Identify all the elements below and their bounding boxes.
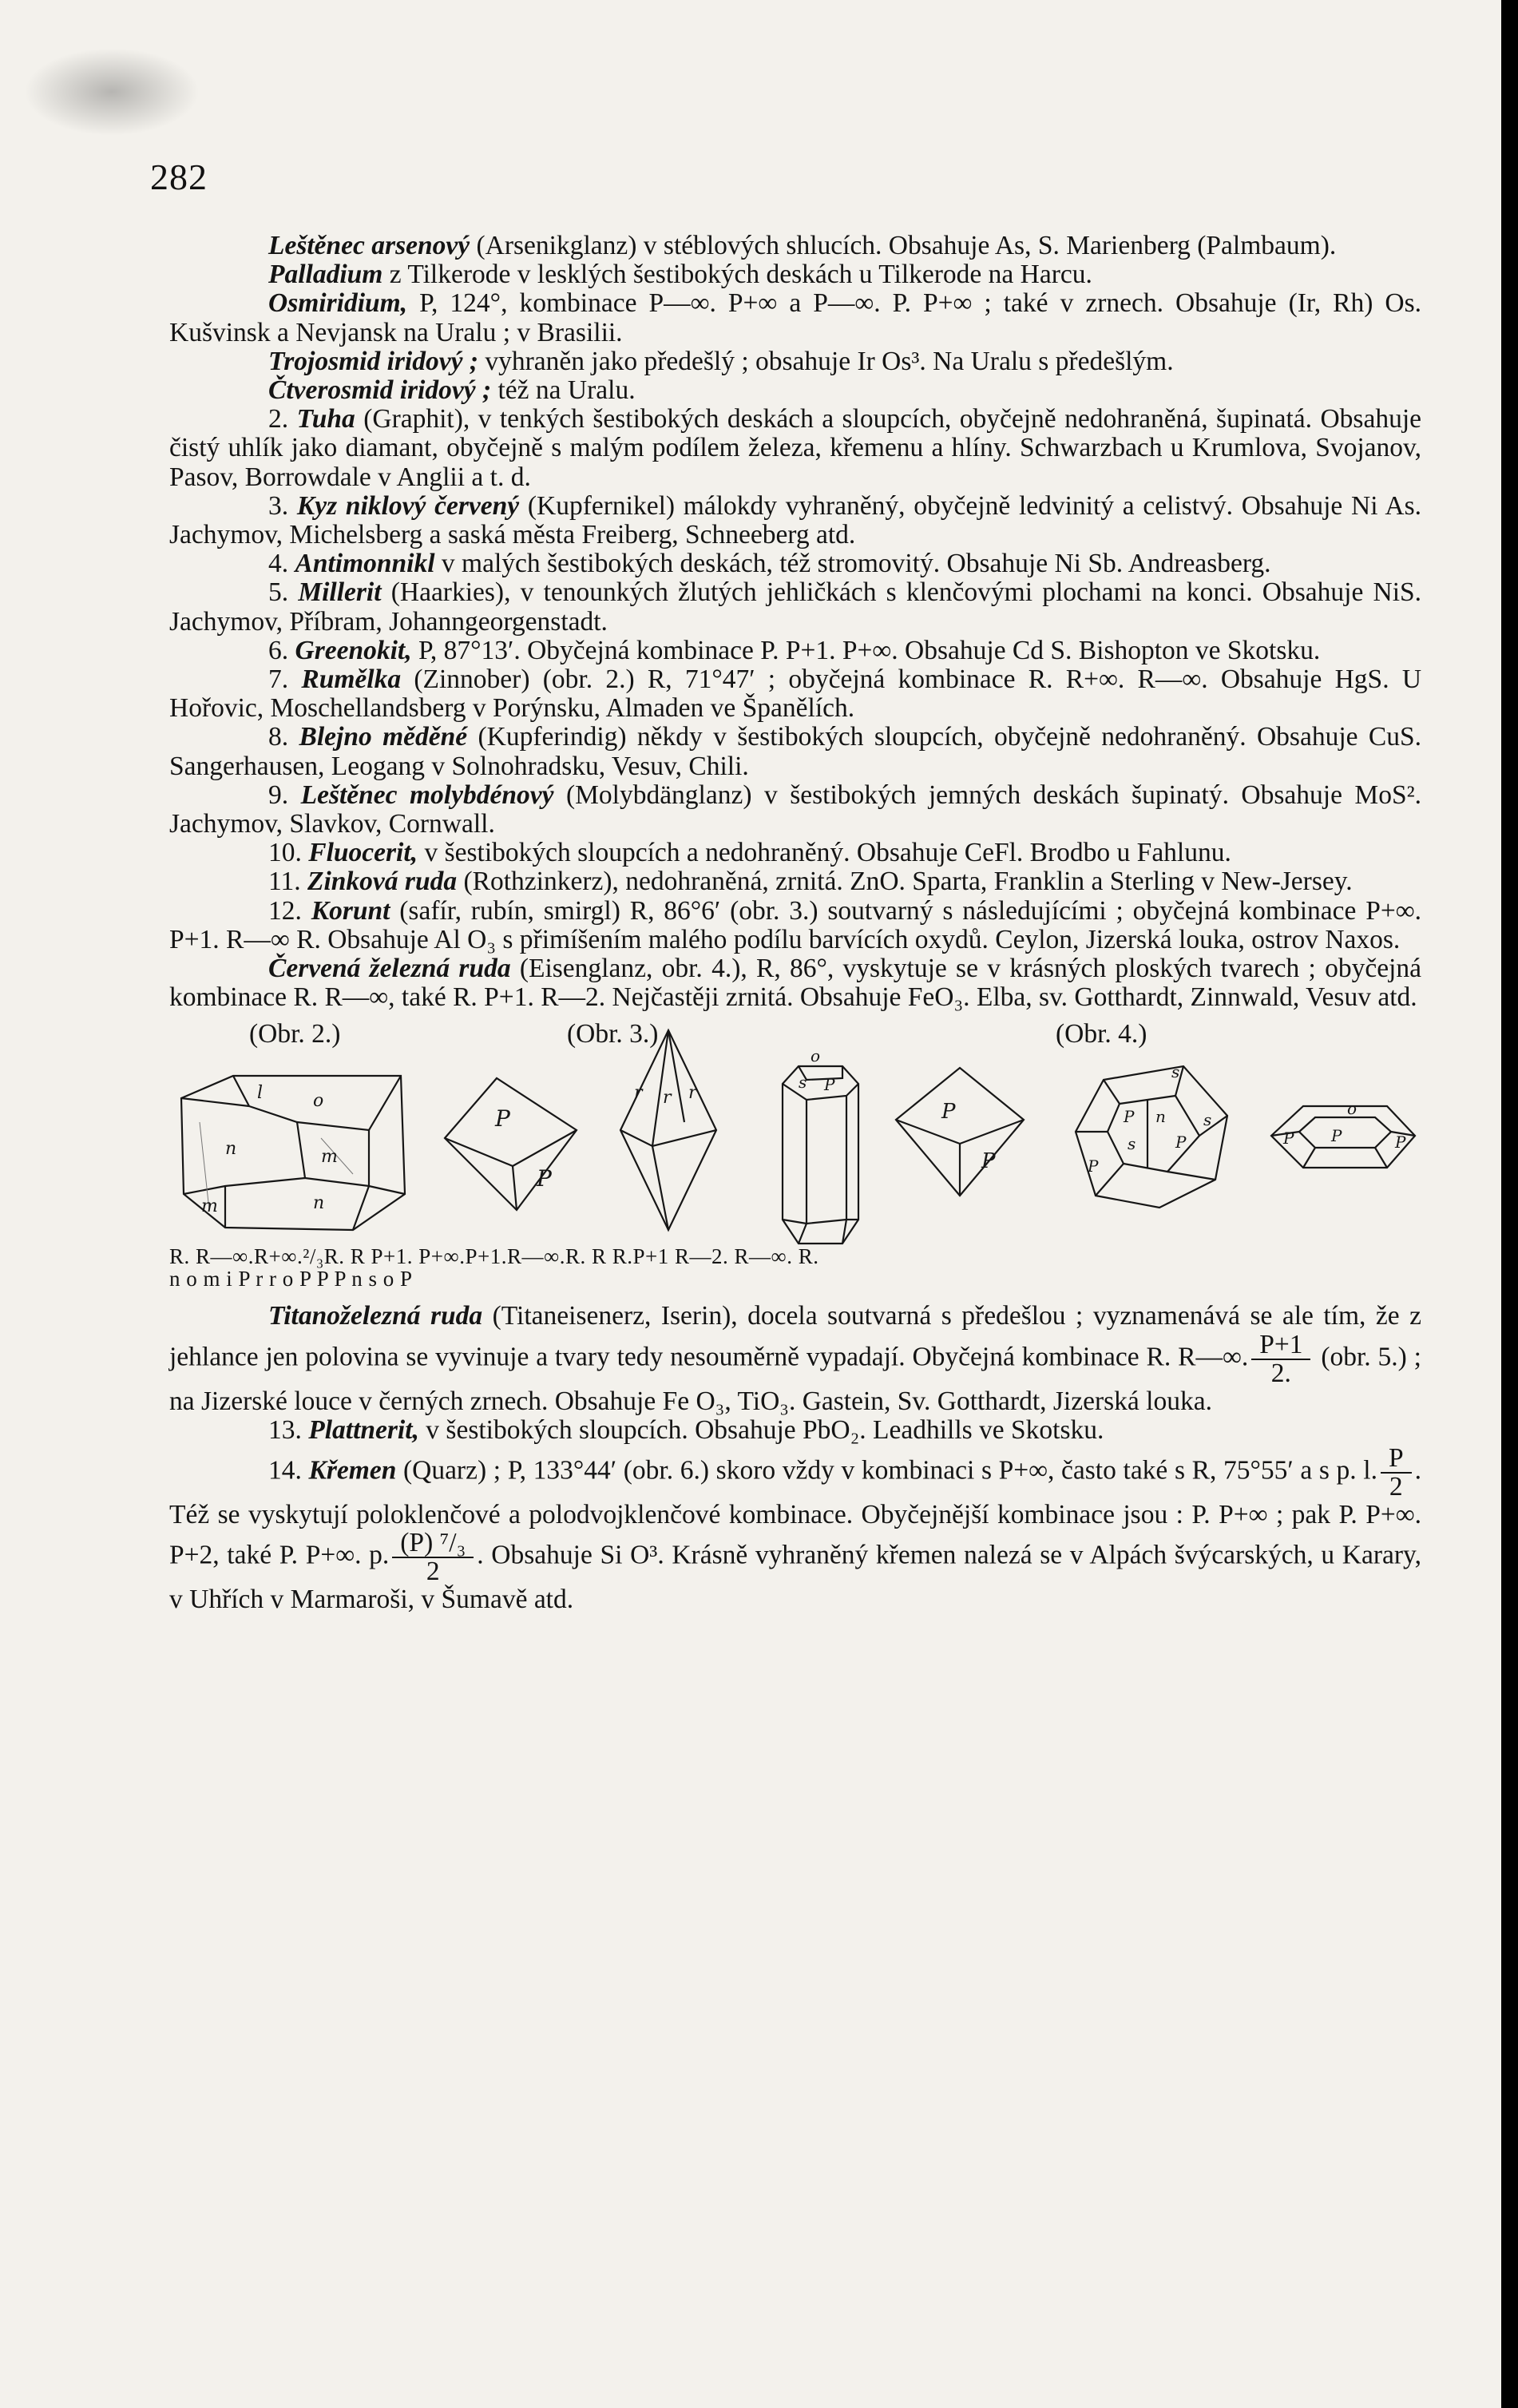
- paragraph: 13. Plattnerit, v šestibokých sloupcích. Obsahuje PbO₂. Leadhills ve Skotsku.: [268, 1414, 1104, 1445]
- crystal-drawing-plate: [1267, 1100, 1419, 1180]
- svg-text:P: P: [495, 1105, 510, 1133]
- paragraph: 14. Křemen (Quarz) ; P, 133°44′ (obr. 6.) skoro vždy v kombinaci s P+∞, často také s R, 75°55′ a s p. l. $\frac{P}{2}$ . Též se vyskytují poloklenčové a polodvojklenčové kombinace. Obyčejnější kombinace jsou : P. P+∞ ; pak P. P+∞. P+2, také P. P+∞. p. $\frac{\text{(P) ⁷/₃}}{2}$ . Obsahuje Si O³. Krásně vyhraněný křemen nalezá se v Alpách švýcarských, u Karary, v Uhřích v Marmaroši, v Šumavě atd.: [169, 1443, 1421, 1615]
- paragraph: Leštěnec arsenový (Arsenikglanz) v stéblových shlucích. Obsahuje As, S. Marienberg (Palmbaum).: [268, 231, 1337, 260]
- svg-text:o: o: [811, 1052, 821, 1066]
- svg-text:l: l: [257, 1083, 264, 1104]
- text-block: [169, 232, 1421, 1615]
- crystal-drawing-dipyramid: [616, 1026, 720, 1234]
- figure-label-2: (Obr. 2.): [249, 1019, 341, 1049]
- svg-text:P: P: [1124, 1107, 1135, 1127]
- svg-text:r: r: [663, 1088, 672, 1109]
- svg-text:n: n: [225, 1139, 237, 1160]
- svg-text:n: n: [1155, 1107, 1166, 1127]
- svg-text:m: m: [321, 1147, 338, 1168]
- paragraph: Titanoželezná ruda (Titaneisenerz, Iserin), docela soutvarná s předešlou ; vyznamenává se ale tím, že z jehlance jen polovina se vyvinuje a tvary tedy nesouměrně vypadají. Obyčejná kombinace R. R—∞. $\frac{P+1}{2.}$ (obr. 5.) ; na Jizerské louce v černých zrnech. Obsahuje Fe O₃, TiO₃. Gastein, Sv. Gotthardt, Jizerská louka.: [169, 1301, 1421, 1416]
- paragraph: 8. Blejno měděné (Kupferindig) někdy v šestibokých sloupcích, obyčejně nedohraněný. Obsahuje CuS. Sangerhausen, Leogang v Solnohradsku, Vesuv, Chili.: [169, 722, 1421, 781]
- svg-text:o: o: [1347, 1100, 1357, 1119]
- paragraph: Čtverosmid iridový ; též na Uralu.: [268, 375, 636, 406]
- svg-text:P: P: [1395, 1133, 1406, 1152]
- svg-text:P: P: [941, 1100, 956, 1125]
- paragraph: 12. Korunt (safír, rubín, smirgl) R, 86°6′ (obr. 3.) soutvarný s následujícími ; obyčejná kombinace P+∞. P+1. R—∞ R. Obsahuje Al O₃ s přimíšením malého podílu barvících oxydů. Ceylon, Jizerská louka, ostrov Naxos.: [169, 895, 1422, 954]
- crystal-figures: [169, 1019, 1421, 1291]
- paragraph: 2. Tuha (Graphit), v tenkých šestibokých deskách a sloupcích, obyčejně nedohraněná, šupinatá. Obsahuje čistý uhlík jako diamant, obyčejně s malým podílem železa, křemenu a hlíny. Schwarzbach u Krumlova, Svojanov, Pasov, Borrowdale v Anglii a t. d.: [169, 404, 1421, 492]
- scan-border: [1501, 0, 1518, 2408]
- figure-label-4: (Obr. 4.): [1056, 1019, 1147, 1049]
- fraction: $\frac{\text{(P) ⁷/₃}}{2}$: [392, 1529, 474, 1585]
- svg-text:r: r: [634, 1083, 643, 1104]
- svg-text:s: s: [1128, 1134, 1136, 1154]
- page-number: 282: [150, 157, 208, 197]
- paragraph: Palladium z Tilkerode v lesklých šestibokých deskách u Tilkerode na Harcu.: [268, 260, 1092, 290]
- fraction: $\frac{P+1}{2.}$: [1251, 1331, 1310, 1387]
- svg-text:s: s: [1171, 1062, 1180, 1082]
- paragraph: Trojosmid iridový ; vyhraněn jako předešlý ; obsahuje Ir Os³. Na Uralu s předešlým.: [268, 346, 1174, 376]
- svg-text:m: m: [201, 1196, 218, 1217]
- paragraph: 6. Greenokit, P, 87°13′. Obyčejná kombinace P. P+1. P+∞. Obsahuje Cd S. Bishopton ve Skotsku.: [268, 635, 1321, 665]
- paragraph: Červená železná ruda (Eisenglanz, obr. 4.), R, 86°, vyskytuje se v krásných ploských tvarech ; obyčejná kombinace R. R—∞, také R. P+1. R—2. Nejčastěji zrnitá. Obsahuje FeO₃. Elba, sv. Gotthardt, Zinnwald, Vesuv atd.: [169, 954, 1421, 1013]
- paragraph: 9. Leštěnec molybdénový (Molybdänglanz) v šestibokých jemných deskách šupinatý. Obsahuje MoS². Jachymov, Slavkov, Cornwall.: [169, 780, 1422, 839]
- fraction: $\frac{P}{2}$: [1381, 1445, 1412, 1501]
- paragraph: 5. Millerit (Haarkies), v tenounkých žlutých jehličkách s klenčovými plochami na konci. Obsahuje NiS. Jachymov, Příbram, Johanngeorgenstadt.: [169, 577, 1422, 637]
- svg-text:P: P: [1283, 1129, 1294, 1148]
- paragraph: 4. Antimonnikl v malých šestibokých deskách, též stromovitý. Obsahuje Ni Sb. Andreasberg.: [268, 549, 1271, 579]
- paragraph: 3. Kyz niklový červený (Kupfernikel) málokdy vyhraněný, obyčejně ledvinitý a celistvý. Obsahuje Ni As. Jachymov, Michelsberg a saská města Freiberg, Schneeberg atd.: [169, 490, 1422, 550]
- crystal-drawing-rhombohedron: [441, 1074, 585, 1214]
- paragraph: 7. Rumělka (Zinnober) (obr. 2.) R, 71°47′ ; obyčejná kombinace R. R+∞. R—∞. Obsahuje HgS. U Hořovic, Moschellandsberg v Porýnsku, Almaden ve Španělích.: [169, 664, 1422, 724]
- crystal-drawing-column: [767, 1052, 870, 1252]
- paragraph: 11. Zinková ruda (Rothzinkerz), nedohraněná, zrnitá. ZnO. Sparta, Franklin a Sterling v New-Jersey.: [268, 867, 1353, 897]
- scan-smudge: [24, 48, 200, 136]
- svg-text:P: P: [1088, 1156, 1099, 1176]
- figure-label-3: (Obr. 3.): [567, 1019, 659, 1049]
- crystal-drawing-cinnabar: [177, 1074, 409, 1234]
- crystal-drawing-polyhedron: [1072, 1060, 1231, 1212]
- svg-text:P: P: [981, 1149, 996, 1174]
- paragraph: 10. Fluocerit, v šestibokých sloupcích a nedohraněný. Obsahuje CeFl. Brodbo u Fahlunu.: [268, 838, 1231, 868]
- svg-text:r: r: [688, 1083, 697, 1104]
- figure-formulas-line-1: R. R—∞.R+∞.²/₃R. R P+1. P+∞.P+1.R—∞.R. R R.P+1 R—2. R—∞. R.: [169, 1244, 819, 1269]
- svg-text:n: n: [313, 1193, 325, 1214]
- svg-text:s: s: [1203, 1110, 1212, 1130]
- svg-text:P: P: [1175, 1133, 1187, 1152]
- svg-text:o: o: [313, 1091, 324, 1112]
- figure-formulas-line-2: n o m i P r r o P P P n s o P: [169, 1267, 413, 1291]
- svg-text:P: P: [1331, 1126, 1342, 1146]
- svg-text:P: P: [824, 1075, 835, 1095]
- paragraph: Osmiridium, P, 124°, kombinace P—∞. P+∞ a P—∞. P. P+∞ ; také v zrnech. Obsahuje (Ir, Rh) Os. Kušvinsk a Nevjansk na Uralu ; v Brasilii.: [169, 288, 1421, 347]
- crystal-drawing-cube: [892, 1064, 1028, 1200]
- svg-text:P: P: [537, 1165, 552, 1192]
- svg-text:s: s: [799, 1073, 807, 1093]
